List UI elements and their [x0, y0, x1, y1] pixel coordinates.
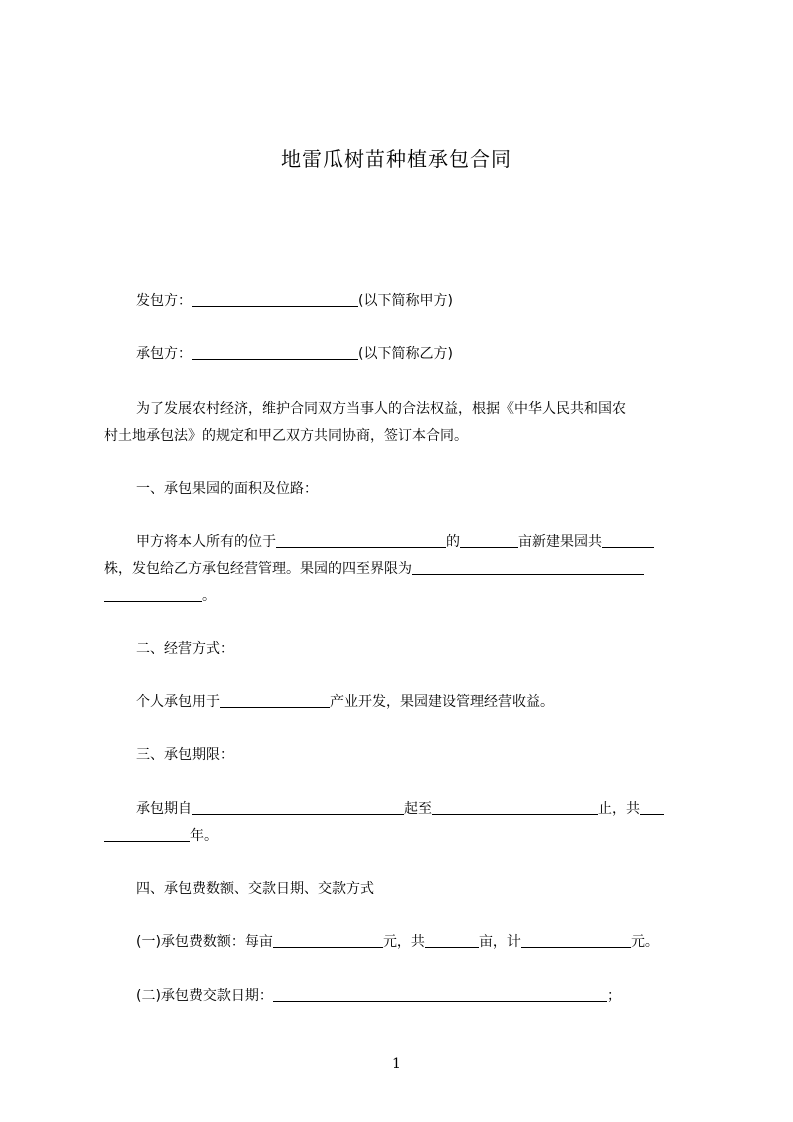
page-number: 1 — [392, 1056, 401, 1072]
party-a-label: 发包方： — [136, 293, 192, 309]
industry-prefix: 个人承包用于 — [136, 694, 220, 710]
section-1-line-1 — [136, 532, 736, 552]
term-start-prefix: 承包期自 — [136, 801, 192, 817]
fee-total-mu-prefix: 元，共 — [382, 934, 425, 950]
location-prefix: 甲方将本人所有的位于 — [136, 534, 276, 550]
party-b-suffix: (以下简称乙方) — [358, 346, 453, 362]
section-1-line-2 — [104, 559, 704, 579]
boundary-end: 。 — [202, 588, 216, 604]
party-b-blank[interactable] — [192, 345, 358, 360]
boundary-text: 株，发包给乙方承包经营管理。果园的四至界限为 — [104, 561, 412, 577]
party-b-label: 承包方： — [136, 346, 192, 362]
term-years-blank-1[interactable] — [640, 800, 664, 815]
term-start-blank[interactable] — [192, 800, 404, 815]
party-a-blank[interactable] — [192, 292, 358, 307]
fee-total-mu-blank[interactable] — [425, 933, 479, 948]
intro-line-1: 为了发展农村经济，维护合同双方当事人的合法权益，根据《中华人民共和国农 — [136, 401, 626, 417]
party-a-line — [136, 291, 736, 311]
payment-date-blank[interactable] — [273, 987, 607, 1002]
term-total-prefix: 止，共 — [598, 801, 640, 817]
term-end-prefix: 起至 — [404, 801, 432, 817]
document-title: 地雷瓜树苗种植承包合同 — [281, 147, 512, 171]
payment-date-prefix: (二)承包费交款日期： — [136, 988, 273, 1004]
section-4-heading: 四、承包费数额、交款日期、交款方式 — [136, 881, 374, 897]
term-years-suffix: 年。 — [190, 828, 218, 844]
fee-total-blank[interactable] — [521, 933, 631, 948]
tree-count-blank[interactable] — [602, 533, 654, 548]
section-2-line — [136, 692, 736, 712]
boundary-blank-1[interactable] — [412, 560, 644, 575]
payment-date-end: ； — [606, 988, 621, 1004]
section-3-line-1 — [136, 799, 736, 819]
location-blank[interactable] — [276, 533, 446, 548]
section-3-heading: 三、承包期限： — [136, 747, 234, 763]
fee-per-mu-prefix: (一)承包费数额：每亩 — [136, 934, 273, 950]
section-4-item-1 — [136, 932, 736, 952]
party-b-line — [136, 344, 736, 364]
section-2-heading: 二、经营方式： — [136, 641, 234, 657]
fee-total-prefix: 亩，计 — [478, 934, 521, 950]
intro-line-2: 村土地承包法》的规定和甲乙双方共同协商，签订本合同。 — [104, 428, 468, 444]
term-years-blank-2[interactable] — [104, 827, 190, 842]
term-end-blank[interactable] — [432, 800, 598, 815]
fee-per-mu-blank[interactable] — [273, 933, 383, 948]
section-4-item-2 — [136, 986, 736, 1006]
fee-total-suffix: 元。 — [630, 934, 659, 950]
industry-suffix: 产业开发，果园建设管理经营收益。 — [330, 694, 554, 710]
section-3-line-2 — [104, 826, 704, 846]
section-1-heading: 一、承包果园的面积及位路： — [136, 481, 318, 497]
boundary-blank-2[interactable] — [104, 587, 202, 602]
industry-blank[interactable] — [220, 693, 330, 708]
area-suffix: 亩新建果园共 — [518, 534, 602, 550]
section-1-line-3 — [104, 586, 704, 606]
location-of: 的 — [446, 534, 460, 550]
party-a-suffix: (以下简称甲方) — [358, 293, 453, 309]
area-blank[interactable] — [460, 533, 518, 548]
